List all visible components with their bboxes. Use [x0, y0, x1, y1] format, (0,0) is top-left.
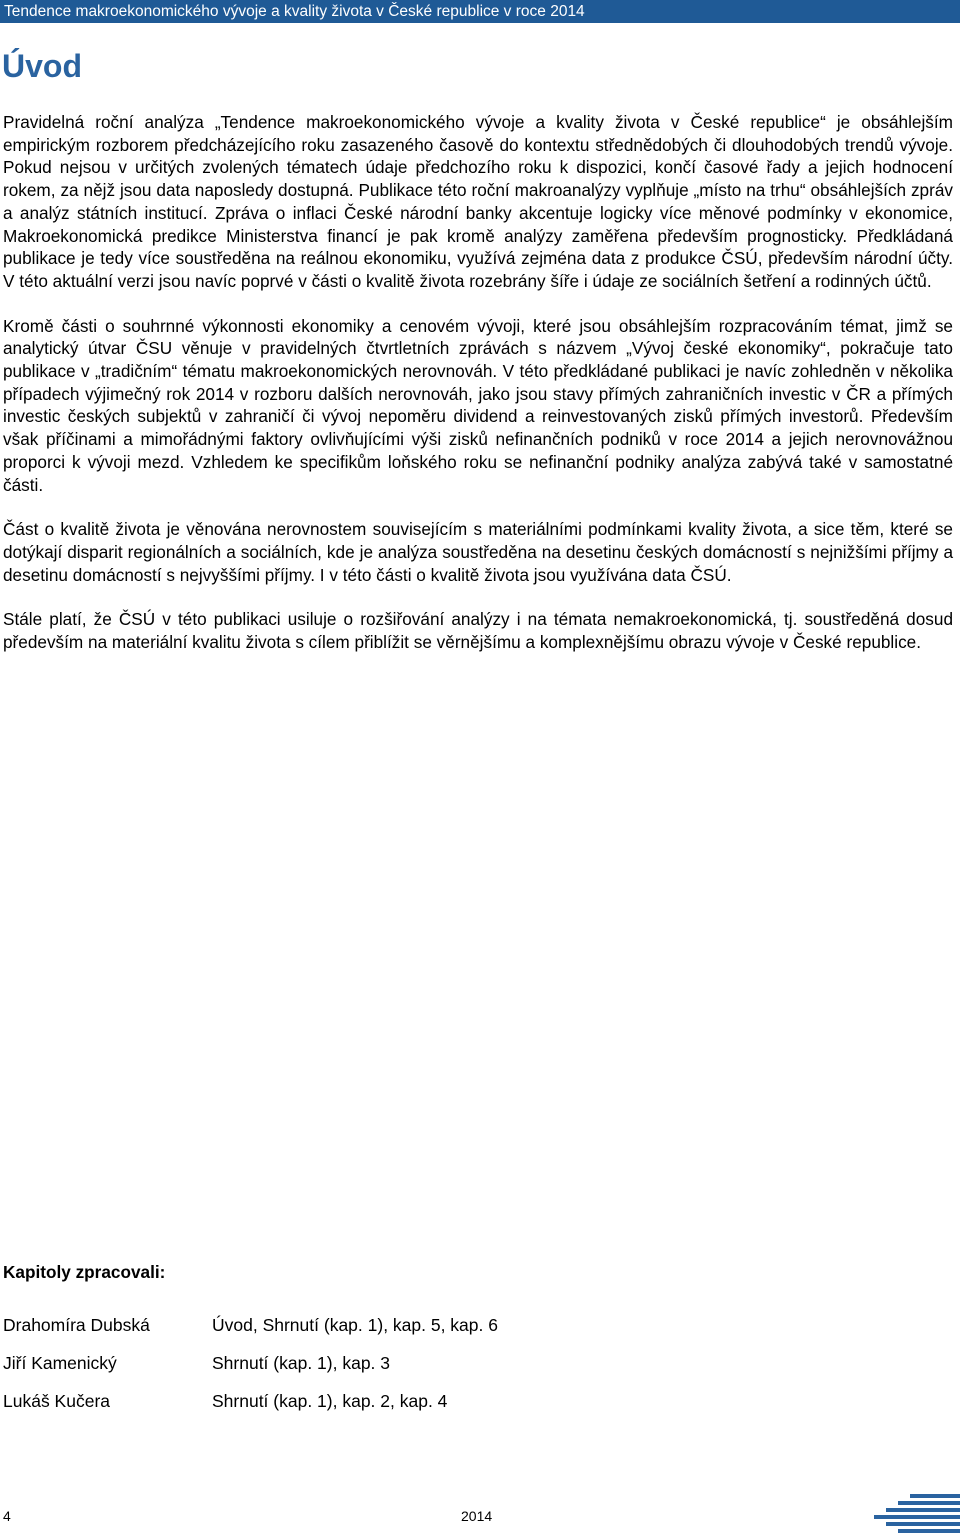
author-name: Jiří Kamenický: [3, 1353, 117, 1373]
author-name: Drahomíra Dubská: [3, 1315, 150, 1335]
footer-year: 2014: [461, 1508, 493, 1524]
csu-logo-icon: [874, 1492, 960, 1536]
page-title: Úvod: [2, 48, 82, 84]
author-row: [3, 1314, 703, 1352]
paragraph-1: Pravidelná roční analýza „Tendence makroekonomického vývoje a kvality života v České republice“ je obsáhlejším empirickým rozborem předcházejícího roku zasazeného časově do kontextu střednědobých či dlouhodobých trendů vývoje. Pokud nejsou v určitých zvolených tématech údaje předchozího roku k dispozici, končí časové řady a jejich hodnocení rokem, za nějž jsou data naposledy dostupná. Publikace této roční makroanalýzy vyplňuje „místo na trhu“ obsáhlejších zpráv a analýz státních institucí. Zpráva o inflaci České národní banky akcentuje logicky více měnové podmínky v ekonomice, Makroekonomická predikce Ministerstva financí je pak kromě analýzy zaměřena především prognosticky. Předkládaná publikace je tedy více soustředěna na reálnou ekonomiku, využívá zejména data z produkce ČSÚ, především národní účty. V této aktuální verzi jsou navíc poprvé v části o kvalitě života rozebrány šíře i údaje ze sociálních šetření a rodinných účtů.: [3, 112, 953, 291]
author-chapters: Shrnutí (kap. 1), kap. 3: [212, 1353, 391, 1373]
authors-heading: Kapitoly zpracovali:: [3, 1262, 166, 1282]
paragraph-4: Stále platí, že ČSÚ v této publikaci usiluje o rozšiřování analýzy i na témata nemakroekonomická, tj. soustředěná dosud především na materiální kvalitu života s cílem přiblížit se věrnějšímu a komplexnějšímu obrazu vývoje v České republice.: [3, 609, 953, 653]
author-row: [3, 1390, 703, 1428]
paragraph-2: Kromě části o souhrnné výkonnosti ekonomiky a cenovém vývoji, které jsou obsáhlejším rozpracováním témat, jimž se analytický útvar ČSU věnuje v pravidelných čtvrtletních zprávách s názvem „Vývoj české ekonomiky“, pokračuje tato publikace v „tradičním“ tématu makroekonomických nerovnováh. V této předkládané publikaci je navíc zohledněn v několika případech výjimečný rok 2014 v rozboru dalších nerovnováh, jako jsou stavy přímých zahraničních investic v ČR a přímých investic českých subjektů v zahraničí či vývoj nepoměru dividend a reinvestovaných zisků přímých investorů. Především však příčinami a mimořádnými faktory ovlivňujícími výši zisků nefinančních podniků v roce 2014 a jejich nerovnovážnou proporci k vývoji mezd. Vzhledem ke specifikům loňského roku se nefinanční podniky analýza zabývá také v samostatné části.: [3, 315, 953, 495]
running-header: [0, 0, 960, 23]
running-header-title: Tendence makroekonomického vývoje a kvality života v České republice v roce 2014: [4, 3, 585, 20]
body-text: [3, 111, 953, 676]
paragraph-3: Část o kvalitě života je věnována nerovnostem souvisejícím s materiálními podmínkami kvality života, a sice těm, které se dotýkají disparit regionálních a sociálních, kde je analýza soustředěna na desetinu českých domácností s nejnižšími příjmy a desetinu domácností s nejvyššími příjmy. I v této části o kvalitě života jsou využívána data ČSÚ.: [3, 519, 953, 585]
author-name: Lukáš Kučera: [3, 1391, 111, 1411]
author-chapters: Úvod, Shrnutí (kap. 1), kap. 5, kap. 6: [212, 1315, 498, 1335]
author-row: [3, 1352, 703, 1390]
author-chapters: Shrnutí (kap. 1), kap. 2, kap. 4: [212, 1391, 448, 1411]
footer-page-number: 4: [3, 1508, 11, 1524]
authors-list: [3, 1314, 703, 1428]
